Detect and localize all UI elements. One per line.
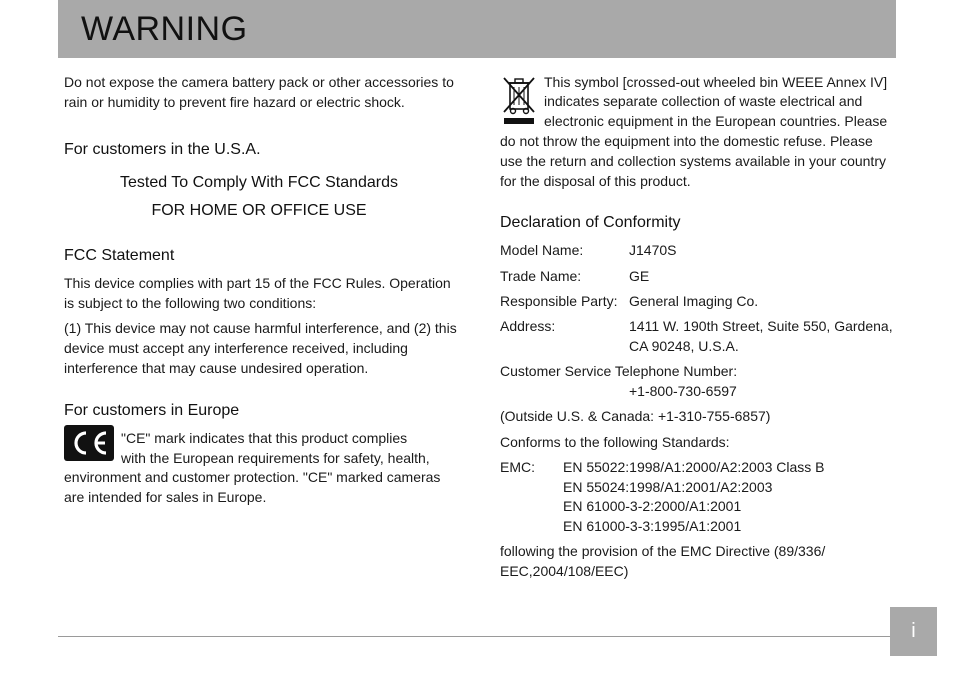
- trade-label: Trade Name:: [500, 268, 582, 284]
- emc-standard-4: EN 61000-3-3:1995/A1:2001: [563, 518, 742, 534]
- weee-rest: do not throw the equipment into the domestic refuse. Please use the return and collection systems available in your country for the disposal of this product.: [500, 133, 886, 189]
- page-title: WARNING: [81, 10, 248, 48]
- weee-line1: This symbol [crossed-out wheeled bin WEEE Annex IV]: [544, 74, 888, 90]
- model-value: J1470S: [629, 242, 677, 258]
- emc-standard-2: EN 55024:1998/A1:2001/A2:2003: [563, 479, 773, 495]
- emc-directive-text: following the provision of the EMC Directive (89/336/ EEC,2004/108/EEC): [500, 543, 826, 579]
- ce-text-line2: with the European requirements for safety, health,: [121, 450, 430, 466]
- page-number-badge: [890, 607, 937, 656]
- page-number: i: [911, 620, 916, 642]
- weee-line2: indicates separate collection of waste electrical and: [544, 93, 863, 109]
- emc-label: EMC:: [500, 459, 535, 475]
- weee-line3: electronic equipment in the European countries. Please: [544, 113, 888, 129]
- fcc-statement-p2: (1) This device may not cause harmful interference, and (2) this device must accept any interference received, including interference that may cause undesired operation.: [64, 320, 457, 376]
- address-line1: 1411 W. 190th Street, Suite 550, Gardena,: [629, 318, 893, 334]
- address-label: Address:: [500, 318, 556, 334]
- header-bar: [58, 0, 896, 58]
- footer-divider: [58, 636, 890, 637]
- cs-value: +1-800-730-6597: [629, 383, 737, 399]
- ce-text-rest: environment and customer protection. "CE" marked cameras are intended for sales in Europe.: [64, 469, 441, 505]
- ce-text-line1: "CE" mark indicates that this product complies: [121, 430, 408, 446]
- fcc-statement-p1: This device complies with part 15 of the FCC Rules. Operation is subject to the following two conditions:: [64, 275, 451, 311]
- doc-heading: Declaration of Conformity: [500, 214, 681, 231]
- ce-mark-icon: [64, 425, 114, 461]
- cs-label: Customer Service Telephone Number:: [500, 363, 738, 379]
- emc-standard-3: EN 61000-3-2:2000/A1:2001: [563, 498, 742, 514]
- model-label: Model Name:: [500, 242, 584, 258]
- party-label: Responsible Party:: [500, 293, 618, 309]
- party-value: General Imaging Co.: [629, 293, 759, 309]
- usa-heading: For customers in the U.S.A.: [64, 141, 261, 158]
- fcc-use-heading: FOR HOME OR OFFICE USE: [151, 202, 367, 219]
- fcc-statement-heading: FCC Statement: [64, 247, 175, 264]
- emc-standard-1: EN 55022:1998/A1:2000/A2:2003 Class B: [563, 459, 825, 475]
- address-line2: CA 90248, U.S.A.: [629, 338, 739, 354]
- europe-heading: For customers in Europe: [64, 402, 240, 419]
- fcc-tested-heading: Tested To Comply With FCC Standards: [119, 174, 399, 191]
- intro-paragraph: Do not expose the camera battery pack or other accessories to rain or humidity to prevent fire hazard or electric shock.: [64, 74, 454, 110]
- conforms-text: Conforms to the following Standards:: [500, 434, 730, 450]
- trade-value: GE: [629, 268, 650, 284]
- outside-phone: (Outside U.S. & Canada: +1-310-755-6857): [500, 408, 771, 424]
- weee-bin-icon: [501, 74, 537, 131]
